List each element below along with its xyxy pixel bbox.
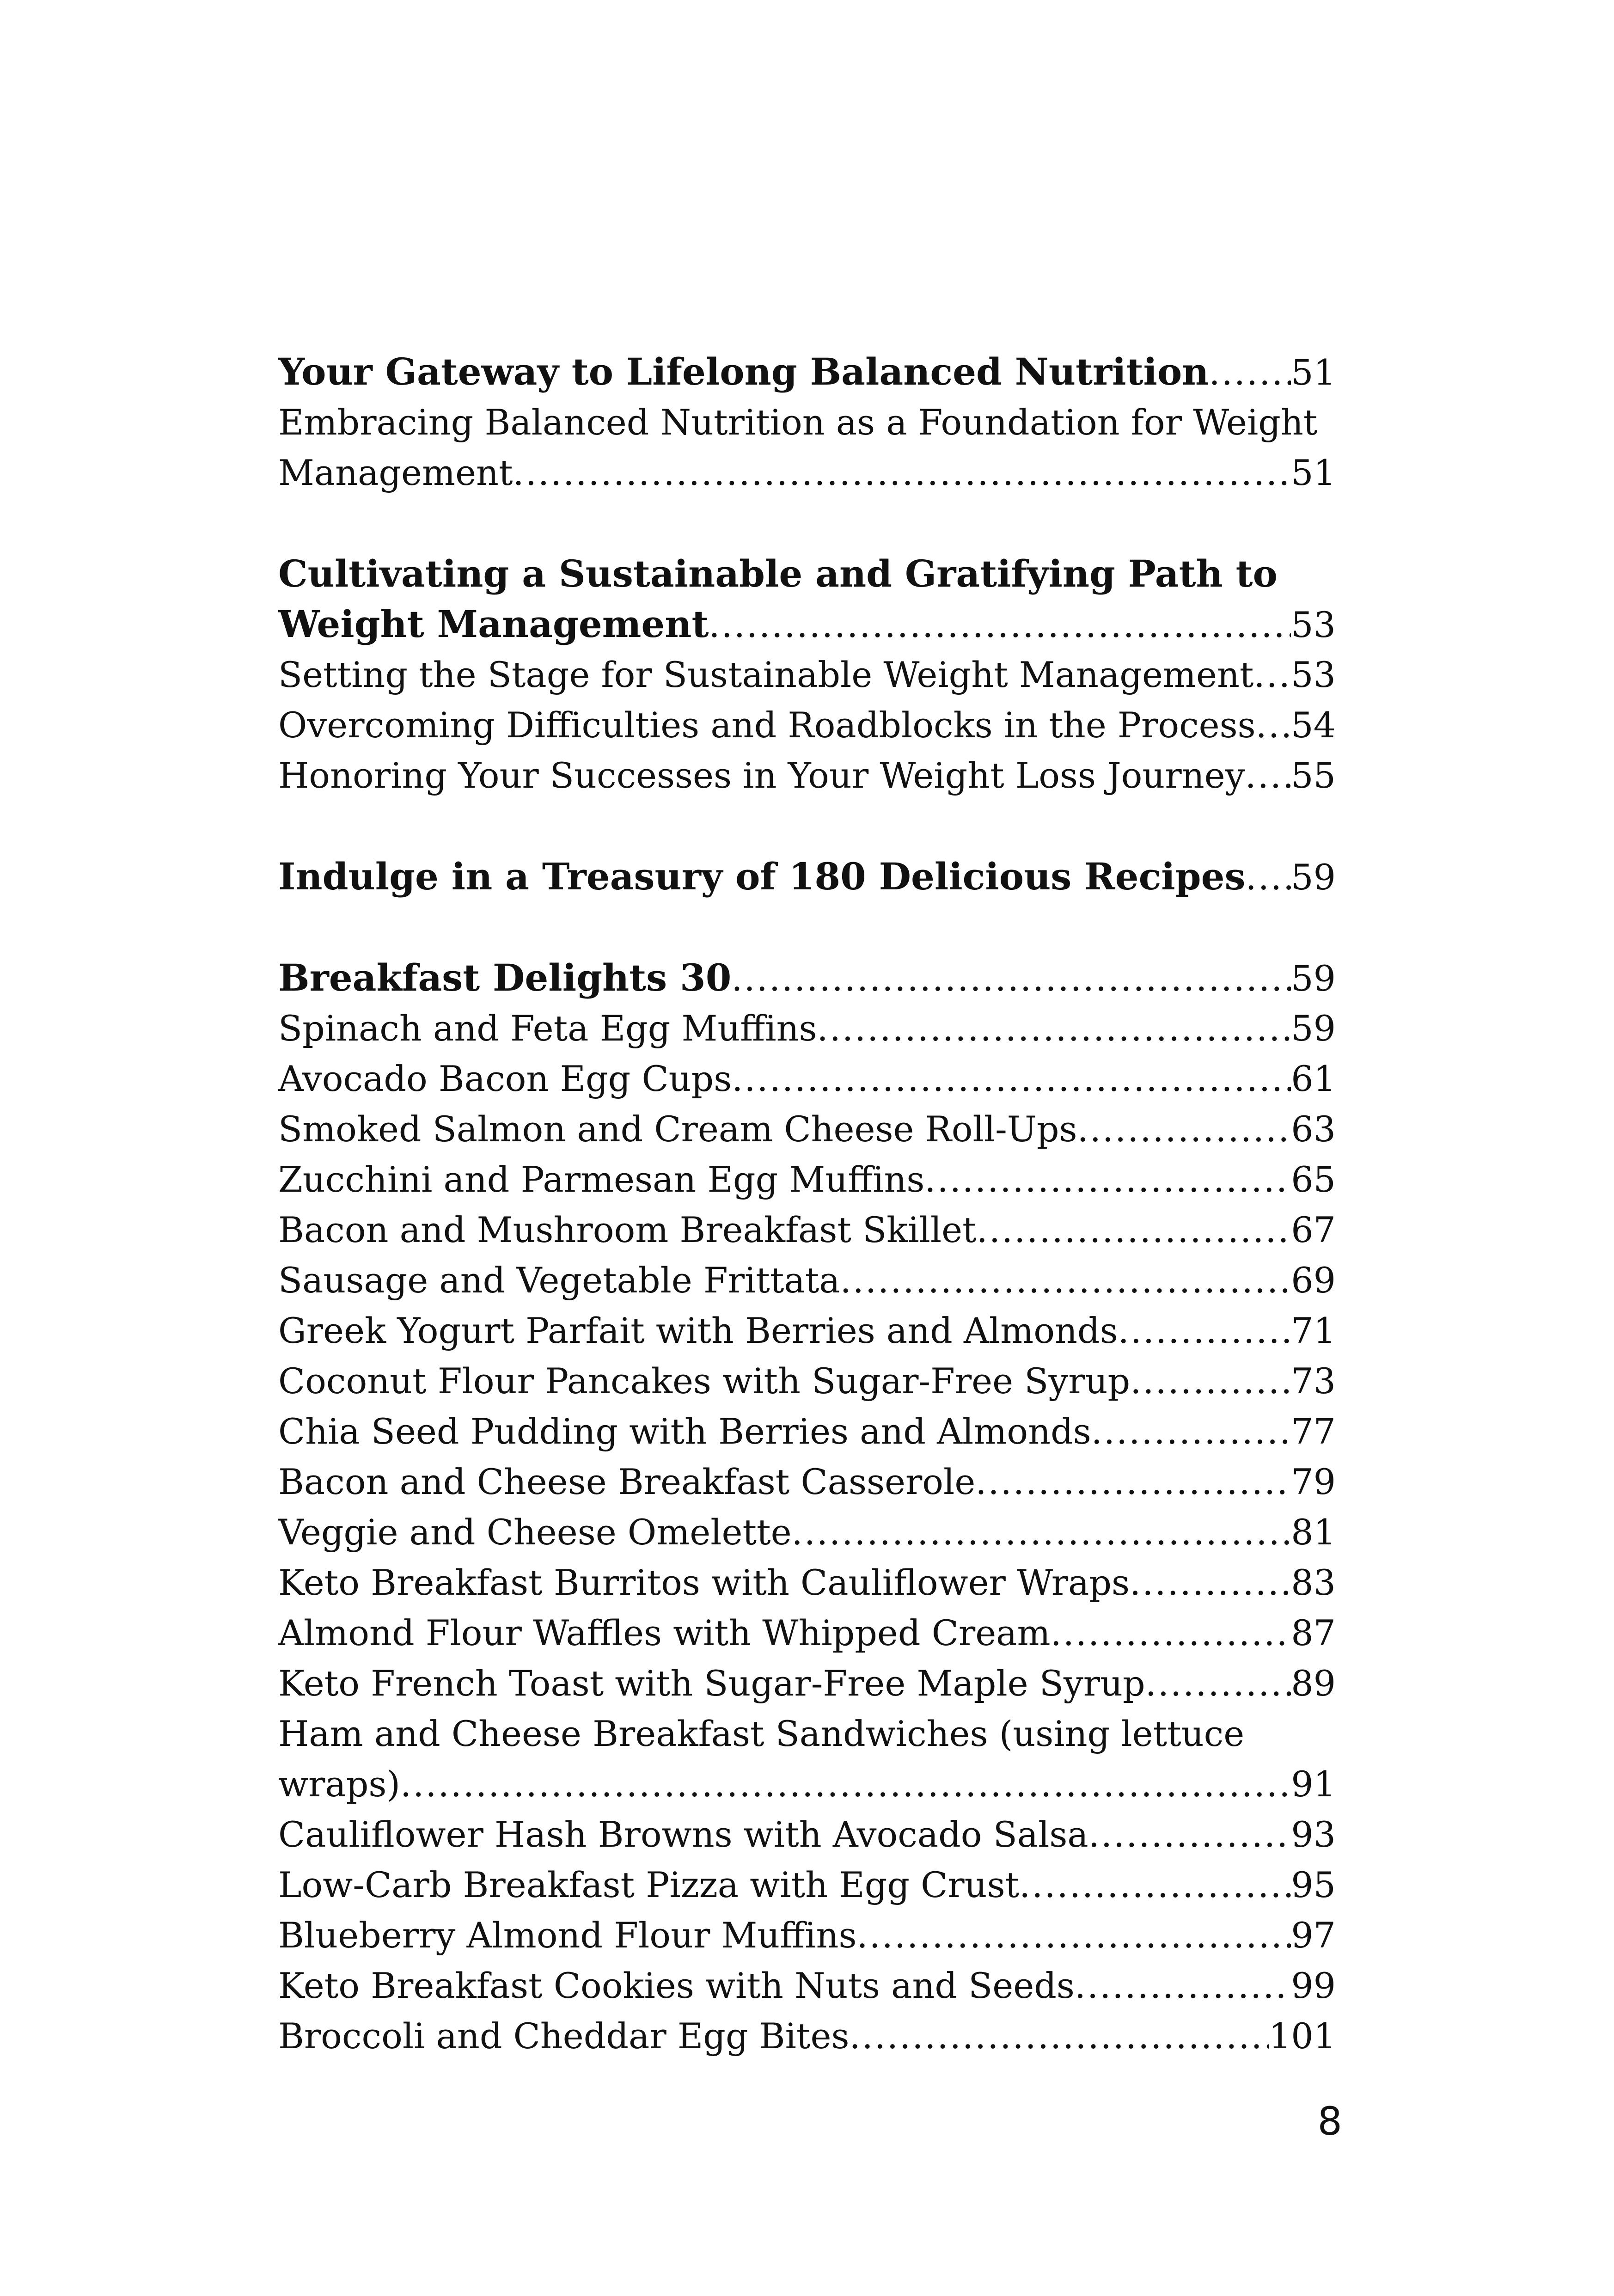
- toc-entry-title: Broccoli and Cheddar Egg Bites: [278, 2015, 850, 2057]
- toc-entry[interactable]: [278, 1255, 1336, 1305]
- dot-leader: [792, 1507, 1291, 1557]
- dot-leader: [1246, 852, 1291, 902]
- toc-entry-title: Coconut Flour Pancakes with Sugar-Free Syrup: [278, 1360, 1131, 1402]
- toc-entry-title: Blueberry Almond Flour Muffins: [278, 1915, 857, 1956]
- toc-entry-title: Bacon and Cheese Breakfast Casserole: [278, 1461, 976, 1502]
- toc-entry[interactable]: [278, 1104, 1336, 1154]
- toc-entry[interactable]: [278, 750, 1336, 801]
- toc-page-number: 59: [1291, 1008, 1336, 1049]
- dot-leader: [849, 2011, 1268, 2061]
- toc-entry-title: Bacon and Mushroom Breakfast Skillet: [278, 1209, 977, 1250]
- toc-entry-title: Spinach and Feta Egg Muffins: [278, 1008, 817, 1049]
- dot-leader: [1118, 1305, 1291, 1356]
- toc-entry[interactable]: [278, 1708, 1336, 1759]
- toc-entry[interactable]: [278, 700, 1336, 750]
- toc-entry-title: Cauliflower Hash Browns with Avocado Salsa: [278, 1814, 1088, 1855]
- dot-leader: [1077, 1104, 1291, 1154]
- toc-page-number: 91: [1291, 1763, 1336, 1805]
- toc-page-number: 97: [1291, 1915, 1336, 1956]
- toc-heading-continued[interactable]: [278, 599, 1336, 649]
- toc-entry-continued[interactable]: [278, 447, 1336, 498]
- toc-entry[interactable]: [278, 1305, 1336, 1356]
- toc-heading[interactable]: [278, 347, 1336, 397]
- toc-page-number: 51: [1291, 452, 1336, 493]
- dot-leader: [732, 1053, 1291, 1104]
- toc-page-number: 99: [1291, 1965, 1336, 2006]
- dot-leader: [1019, 1860, 1291, 1910]
- toc-page-number: 65: [1291, 1159, 1336, 1200]
- toc-entry-title: Greek Yogurt Parfait with Berries and Almonds: [278, 1310, 1118, 1351]
- toc-page-number: 61: [1291, 1058, 1336, 1099]
- toc-page-number: 51: [1291, 352, 1336, 393]
- dot-leader: [1209, 347, 1291, 398]
- toc-entry-title: Avocado Bacon Egg Cups: [278, 1058, 732, 1099]
- toc-page-number: 87: [1291, 1612, 1336, 1653]
- toc-entry-title: Keto Breakfast Cookies with Nuts and Seeds: [278, 1965, 1075, 2006]
- toc-heading-title: Breakfast Delights 30: [278, 956, 732, 999]
- toc-entry[interactable]: [278, 1154, 1336, 1205]
- dot-leader: [840, 1255, 1291, 1305]
- dot-leader: [709, 600, 1291, 650]
- toc-entry-title: Management: [278, 452, 513, 493]
- dot-leader: [400, 1759, 1291, 1809]
- toc-heading[interactable]: [278, 851, 1336, 902]
- toc-page-number: 79: [1291, 1461, 1336, 1502]
- toc-page-number: 93: [1291, 1814, 1336, 1855]
- dot-leader: [1075, 1960, 1291, 2011]
- toc-entry-continued[interactable]: [278, 1759, 1336, 1809]
- toc-entry[interactable]: [278, 1608, 1336, 1658]
- section-gap: [278, 498, 1336, 549]
- toc-entry[interactable]: [278, 1557, 1336, 1608]
- toc-page-number: 55: [1291, 755, 1336, 796]
- toc-entry[interactable]: [278, 1658, 1336, 1708]
- toc-page-number: 73: [1291, 1360, 1336, 1402]
- toc-page-number: 77: [1291, 1411, 1336, 1452]
- toc-page-number: 89: [1291, 1663, 1336, 1704]
- dot-leader: [1130, 1557, 1291, 1608]
- section-gap: [278, 902, 1336, 953]
- section-gap: [278, 801, 1336, 851]
- toc-heading[interactable]: [278, 953, 1336, 1003]
- toc-entry[interactable]: [278, 397, 1336, 447]
- dot-leader: [1091, 1406, 1291, 1457]
- dot-leader: [977, 1205, 1291, 1255]
- toc-heading-title: Cultivating a Sustainable and Gratifying Path to: [278, 552, 1278, 595]
- toc-entry[interactable]: [278, 1406, 1336, 1457]
- toc-entry[interactable]: [278, 1507, 1336, 1557]
- toc-entry[interactable]: [278, 1356, 1336, 1406]
- toc-entry-title: Low-Carb Breakfast Pizza with Egg Crust: [278, 1864, 1020, 1905]
- dot-leader: [817, 1003, 1291, 1053]
- toc-heading[interactable]: [278, 549, 1336, 599]
- toc-page-number: 54: [1291, 704, 1336, 746]
- toc-heading-title: Weight Management: [278, 602, 709, 646]
- page-number: 8: [1317, 2099, 1342, 2144]
- dot-leader: [1145, 1658, 1291, 1708]
- toc-heading-title: Indulge in a Treasury of 180 Delicious Recipes: [278, 855, 1246, 898]
- toc-entry[interactable]: [278, 1053, 1336, 1104]
- toc-page-number: 53: [1291, 604, 1336, 645]
- toc-page-number: 53: [1291, 654, 1336, 695]
- toc-entry-title: Smoked Salmon and Cream Cheese Roll-Ups: [278, 1108, 1077, 1150]
- dot-leader: [513, 447, 1291, 498]
- toc-entry[interactable]: [278, 1860, 1336, 1910]
- toc-page-number: 69: [1291, 1260, 1336, 1301]
- toc-entry[interactable]: [278, 1809, 1336, 1860]
- toc-entry-title: Embracing Balanced Nutrition as a Foundation for Weight: [278, 402, 1318, 443]
- toc-entry-title: Keto French Toast with Sugar-Free Maple Syrup: [278, 1663, 1145, 1704]
- toc-page-number: 71: [1291, 1310, 1336, 1351]
- toc-entry-title: Setting the Stage for Sustainable Weight Management: [278, 654, 1254, 695]
- toc-entry-title: wraps): [278, 1763, 400, 1805]
- toc-entry[interactable]: [278, 1205, 1336, 1255]
- dot-leader: [1256, 700, 1291, 750]
- toc-heading-title: Your Gateway to Lifelong Balanced Nutrition: [278, 350, 1209, 393]
- toc-entry-title: Overcoming Difficulties and Roadblocks in the Process: [278, 704, 1256, 746]
- toc-entry[interactable]: [278, 1910, 1336, 1960]
- toc-entry[interactable]: [278, 649, 1336, 700]
- toc-page-number: 59: [1291, 958, 1336, 999]
- toc-entry-title: Chia Seed Pudding with Berries and Almonds: [278, 1411, 1091, 1452]
- toc-entry[interactable]: [278, 2011, 1336, 2061]
- dot-leader: [731, 953, 1291, 1004]
- toc-entry-title: Veggie and Cheese Omelette: [278, 1512, 792, 1553]
- dot-leader: [924, 1154, 1291, 1205]
- toc-page-number: 83: [1291, 1562, 1336, 1603]
- dot-leader: [975, 1457, 1291, 1507]
- toc-entry-title: Honoring Your Successes in Your Weight Loss Journey: [278, 755, 1245, 796]
- toc-page-number: 67: [1291, 1209, 1336, 1250]
- toc-page-number: 101: [1268, 2015, 1336, 2057]
- dot-leader: [1051, 1608, 1291, 1658]
- toc-entry-title: Zucchini and Parmesan Egg Muffins: [278, 1159, 925, 1200]
- dot-leader: [1253, 649, 1291, 700]
- toc-entry[interactable]: [278, 1457, 1336, 1507]
- toc-entry-title: Almond Flour Waffles with Whipped Cream: [278, 1612, 1051, 1653]
- toc-page-number: 95: [1291, 1864, 1336, 1905]
- dot-leader: [1245, 750, 1291, 801]
- toc-page-number: 81: [1291, 1512, 1336, 1553]
- toc-entry-title: Keto Breakfast Burritos with Cauliflower Wraps: [278, 1562, 1130, 1603]
- toc-entry[interactable]: [278, 1003, 1336, 1053]
- toc-page-number: 59: [1291, 857, 1336, 898]
- toc-page-number: 63: [1291, 1108, 1336, 1150]
- dot-leader: [856, 1910, 1291, 1960]
- dot-leader: [1088, 1809, 1291, 1860]
- table-of-contents: [278, 347, 1336, 2061]
- toc-entry-title: Ham and Cheese Breakfast Sandwiches (using lettuce: [278, 1713, 1245, 1754]
- dot-leader: [1130, 1356, 1291, 1406]
- toc-entry-title: Sausage and Vegetable Frittata: [278, 1260, 840, 1301]
- toc-entry[interactable]: [278, 1960, 1336, 2011]
